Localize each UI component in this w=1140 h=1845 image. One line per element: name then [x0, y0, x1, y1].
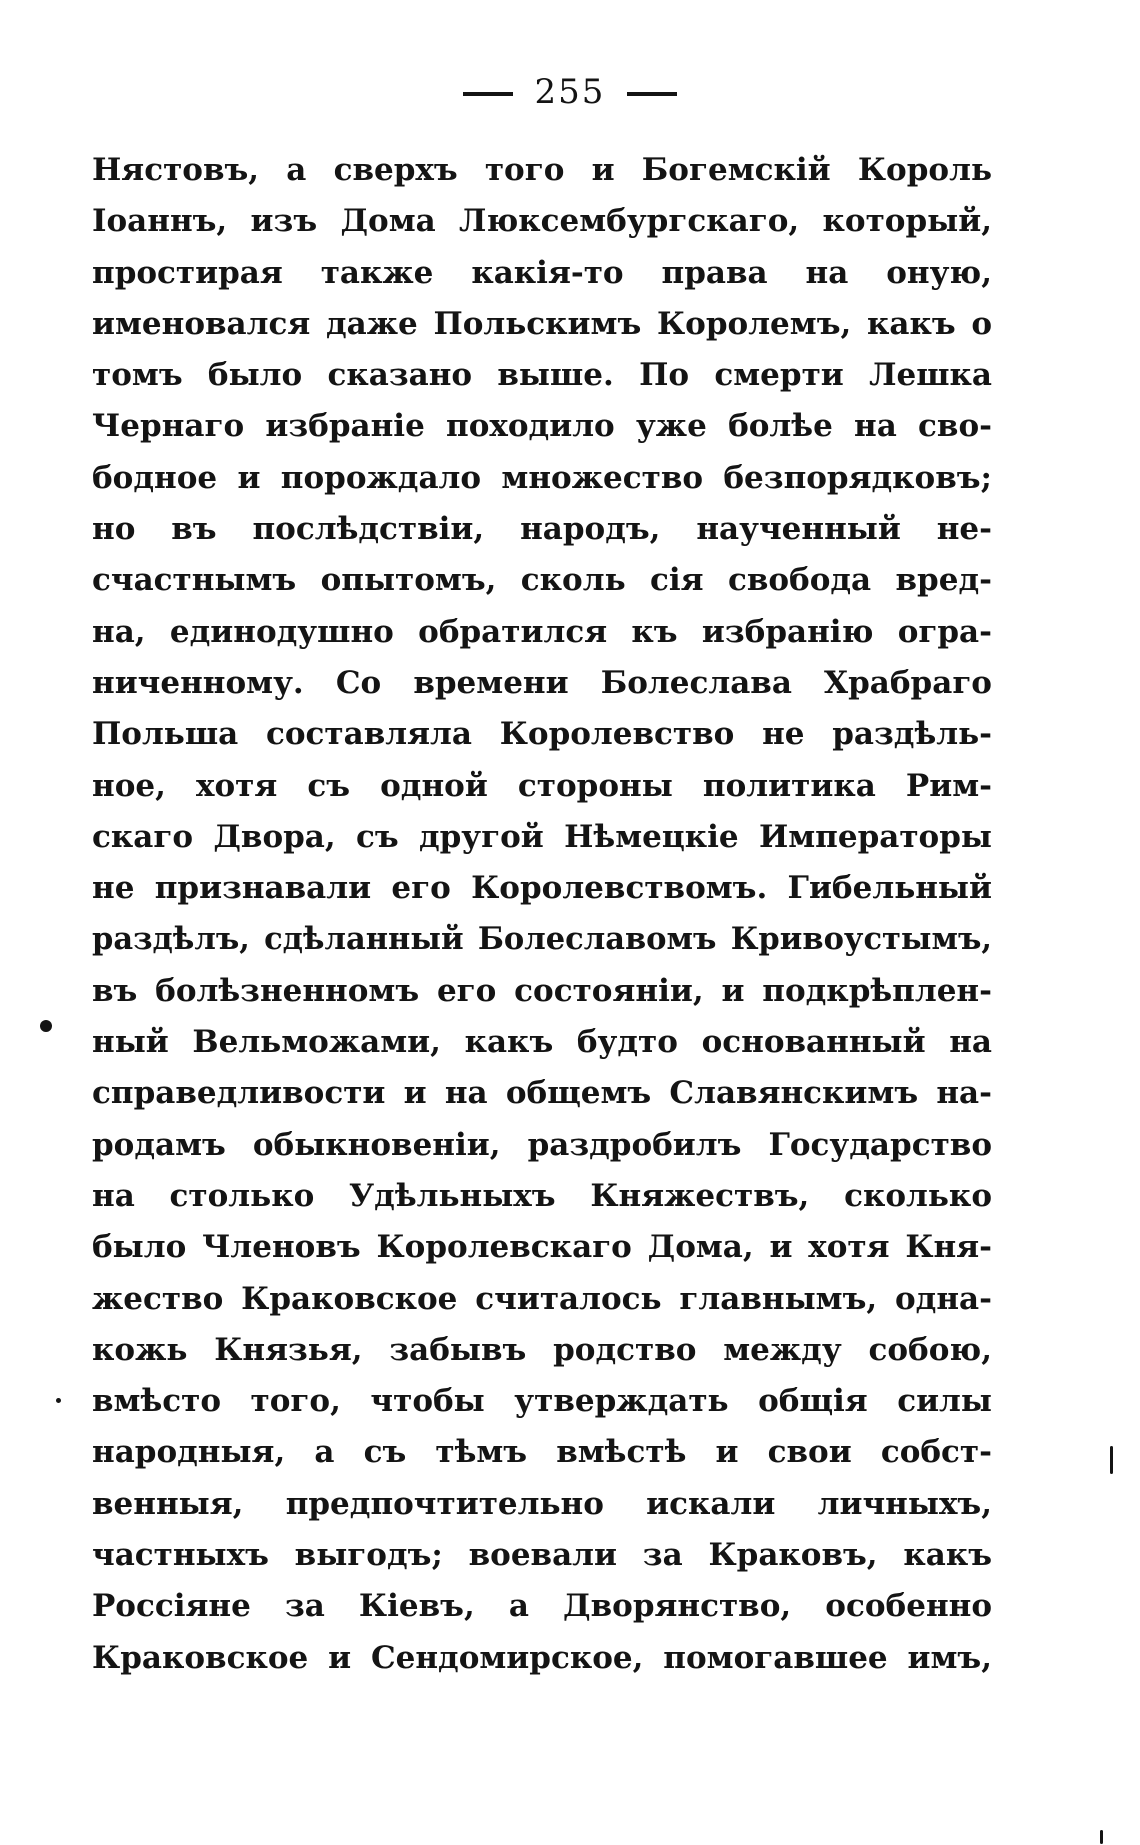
text-line: родамъ обыкновеніи, раздробилъ Государство [92, 1126, 992, 1163]
text-line: Краковское и Сендомирское, помогавшее имъ, [92, 1639, 992, 1676]
text-line: вмѣсто того, чтобы утверждать общія силы [92, 1383, 992, 1420]
text-line: Польша составляла Королевство не раздѣль- [92, 716, 992, 753]
page-header [0, 72, 1140, 112]
text-line: ный Вельможами, какъ будто основанный на [92, 1024, 992, 1061]
text-line: въ болѣзненномъ его состояніи, и подкрѣплен- [92, 972, 992, 1009]
text-line: простирая также какія-то права на оную, [92, 254, 992, 291]
margin-speck [56, 1398, 61, 1403]
right-dash [627, 92, 677, 96]
text-line: Нястовъ, а сверхъ того и Богемскій Король [92, 152, 992, 188]
text-line: скаго Двора, съ другой Нѣмецкіе Императоры [92, 818, 992, 855]
text-line: венныя, предпочтительно искали личныхъ, [92, 1485, 992, 1522]
margin-speck [1110, 1446, 1113, 1474]
page-number: 255 [534, 72, 606, 112]
text-line: Россіяне за Кіевъ, а Дворянство, особенно [92, 1588, 992, 1625]
text-line: жество Краковское считалось главнымъ, одна- [92, 1280, 992, 1317]
body-text [92, 145, 992, 1684]
text-line: Чернаго избраніе походило уже болѣе на сво- [92, 408, 992, 445]
text-line: ниченному. Со времени Болеслава Храбраго [92, 664, 992, 701]
text-line: кожь Князья, забывъ родство между собою, [92, 1331, 992, 1368]
text-line: бодное и порождало множество безпорядковъ; [92, 459, 992, 496]
text-line: на, единодушно обратился къ избранію огра- [92, 613, 992, 650]
text-line: томъ было сказано выше. По смерти Лешка [92, 357, 992, 394]
margin-speck [1100, 1830, 1103, 1844]
text-line: раздѣлъ, сдѣланный Болеславомъ Кривоустымъ, [92, 921, 992, 958]
text-line: не признавали его Королевствомъ. Гибельный [92, 870, 992, 907]
text-line: ное, хотя съ одной стороны политика Рим- [92, 767, 992, 804]
text-line: на столько Удѣльныхъ Княжествъ, сколько [92, 1177, 992, 1214]
margin-speck [40, 1020, 52, 1032]
text-line: счастнымъ опытомъ, сколь сія свобода вред- [92, 562, 992, 599]
text-line: народныя, а съ тѣмъ вмѣстѣ и свои собст- [92, 1434, 992, 1471]
text-line: но въ послѣдствіи, народъ, наученный не- [92, 511, 992, 548]
text-line: частныхъ выгодъ; воевали за Краковъ, какъ [92, 1537, 992, 1574]
text-line: справедливости и на общемъ Славянскимъ на- [92, 1075, 992, 1112]
text-line: было Членовъ Королевскаго Дома, и хотя Кня- [92, 1229, 992, 1266]
text-line: именовался даже Польскимъ Королемъ, какъ о [92, 305, 992, 342]
left-dash [463, 92, 513, 96]
text-line: Іоаннъ, изъ Дома Люксембургскаго, который, [92, 203, 992, 240]
